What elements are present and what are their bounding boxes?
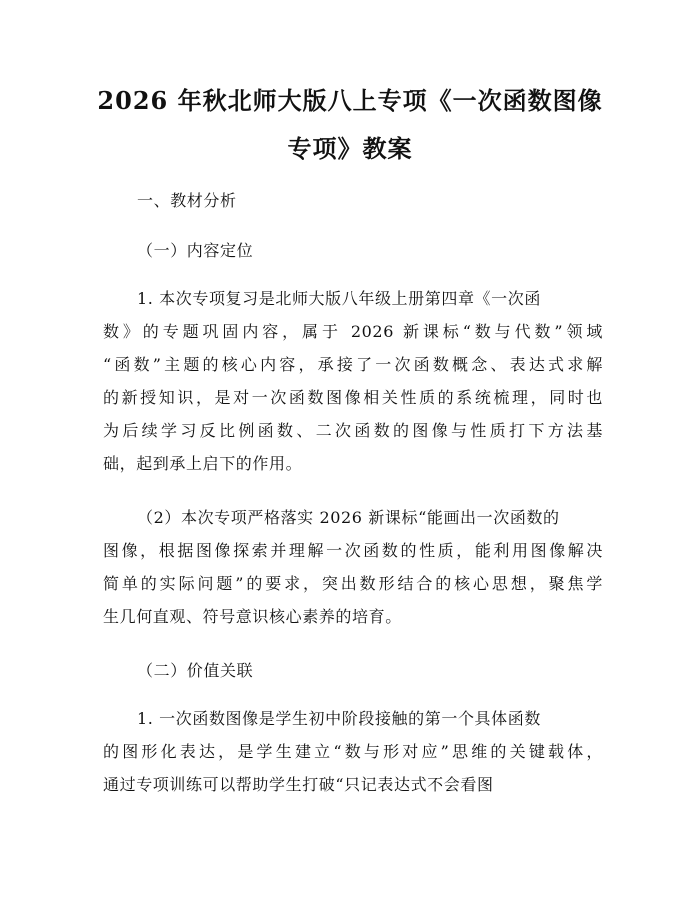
paragraph-line: “函数”主题的核心内容，承接了一次函数概念、表达式求解 [103,355,603,374]
paragraph-line: 简单的实际问题”的要求，突出数形结合的核心思想，聚焦学 [103,574,603,593]
document-title-line-1: 2026 年秋北师大版八上专项《一次函数图像 [97,86,603,115]
subsection-heading: （二）价值关联 [137,661,254,680]
paragraph-line: 生几何直观、符号意识核心素养的培育。 [103,607,402,626]
paragraph-line: 础，起到承上启下的作用。 [103,454,303,473]
paragraph-line: 通过专项训练可以帮助学生打破“只记表达式不会看图 [103,775,494,794]
paragraph-line: 1. 一次函数图像是学生初中阶段接触的第一个具体函数 [137,709,541,728]
paragraph-line: 的新授知识，是对一次函数图像相关性质的系统梳理，同时也 [103,388,603,407]
paragraph-line: （2）本次专项严格落实 2026 新课标“能画出一次函数的 [137,508,560,527]
paragraph-line: 的图形化表达，是学生建立“数与形对应”思维的关键载体， [103,742,603,761]
paragraph-line: 图像，根据图像探索并理解一次函数的性质，能利用图像解决 [103,541,603,560]
paragraph-line: 为后续学习反比例函数、二次函数的图像与性质打下方法基 [103,421,603,440]
subsection-heading: （一）内容定位 [137,241,254,260]
section-heading: 一、教材分析 [137,191,237,210]
paragraph-line: 数》的专题巩固内容，属于 2026 新课标“数与代数”领域 [103,322,603,341]
document-title-line-2: 专项》教案 [287,134,413,163]
paragraph-line: 1. 本次专项复习是北师大版八年级上册第四章《一次函 [137,289,541,308]
